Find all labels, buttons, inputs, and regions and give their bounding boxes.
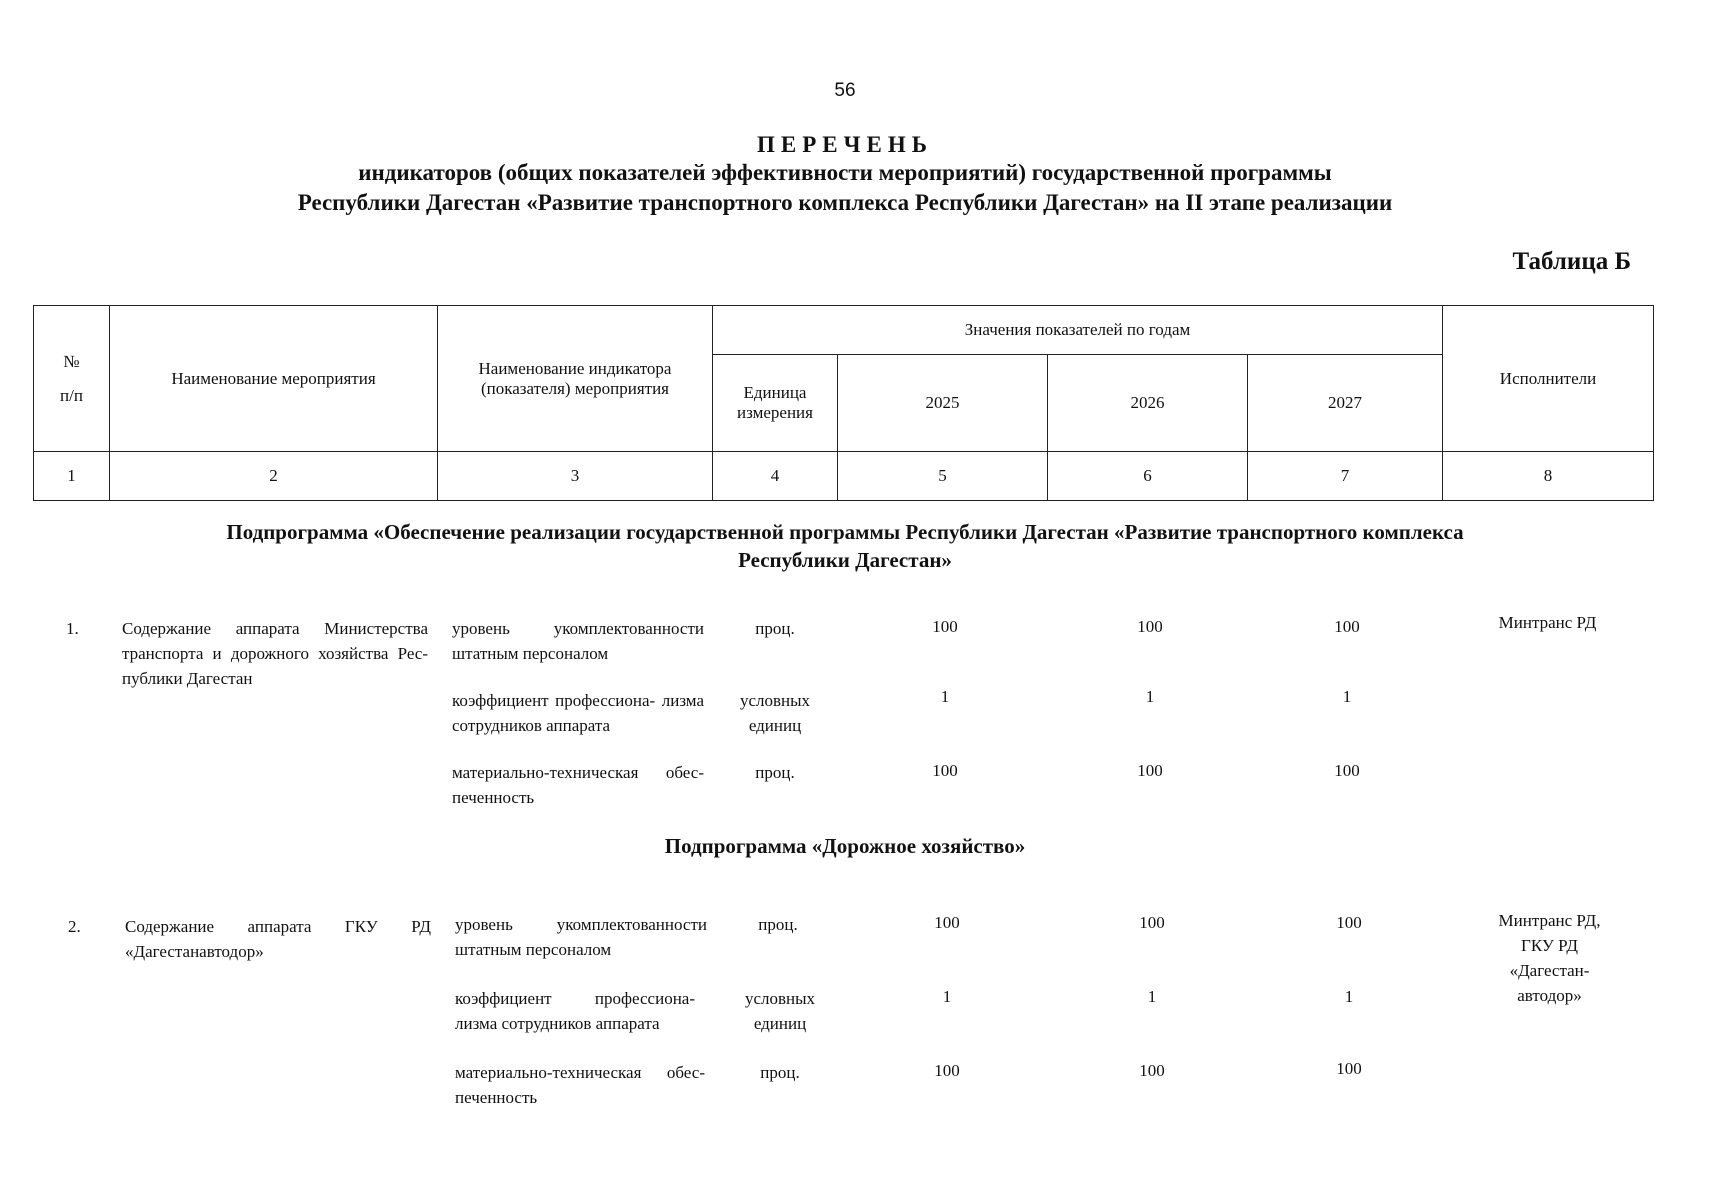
- col-number: 3: [438, 452, 713, 501]
- subprogram-title-1-line2: Республики Дагестан»: [738, 548, 952, 572]
- subprogram-title-1: [0, 518, 1690, 574]
- indicator-name: материально-техническая обес- печенность: [455, 1063, 705, 1107]
- unit: проц.: [760, 1063, 800, 1082]
- unit: проц.: [755, 763, 795, 782]
- value-2026: 100: [1139, 1061, 1165, 1080]
- value-2026: 100: [1137, 617, 1163, 636]
- indicator-name: коэффициент профессиона- лизма сотрудников аппарата: [452, 691, 704, 735]
- subprogram-title-1-line1: Подпрограмма «Обеспечение реализации государственной программы Республики Дагестан «Развитие транспортного комплекса: [226, 520, 1464, 544]
- value-2025: 100: [932, 761, 958, 780]
- value-2027: 1: [1344, 987, 1354, 1006]
- unit: проц.: [758, 915, 798, 934]
- col-number: 6: [1048, 452, 1248, 501]
- header-year-2025: 2025: [838, 355, 1048, 452]
- page-number: 56: [834, 80, 856, 101]
- value-2025: 1: [940, 687, 950, 706]
- executor: Минтранс РД, ГКУ РД «Дагестан- автодор»: [1498, 911, 1601, 1005]
- value-2027: 100: [1334, 761, 1360, 780]
- indicator-name: уровень укомплектованности штатным персоналом: [455, 915, 707, 959]
- value-2025: 1: [942, 987, 952, 1006]
- header-values-group: Значения показателей по годам: [713, 306, 1443, 355]
- value-2025: 100: [934, 913, 960, 932]
- value-2027: 1: [1342, 687, 1352, 706]
- value-2026: 1: [1147, 987, 1157, 1006]
- value-2025: 100: [934, 1061, 960, 1080]
- col-number: 4: [713, 452, 838, 501]
- value-2026: 1: [1145, 687, 1155, 706]
- unit: условных единиц: [739, 691, 811, 735]
- event-name: Содержание аппарата Министерства транспорта и дорожного хозяйства Рес- публики Дагестан: [122, 619, 428, 688]
- unit: проц.: [755, 619, 795, 638]
- value-2026: 100: [1139, 913, 1165, 932]
- col-number: 5: [838, 452, 1048, 501]
- col-number: 7: [1248, 452, 1443, 501]
- indicator-name: коэффициент профессиона- лизма сотрудников аппарата: [455, 989, 695, 1033]
- row-number: 1.: [66, 619, 79, 638]
- unit: условных единиц: [744, 989, 816, 1033]
- header-year-2027: 2027: [1248, 355, 1443, 452]
- subprogram-title-2: Подпрограмма «Дорожное хозяйство»: [664, 834, 1026, 858]
- value-2027: 100: [1336, 1059, 1362, 1078]
- header-unit: Единица измерения: [713, 355, 838, 452]
- indicator-name: материально-техническая обес- печенность: [452, 763, 704, 807]
- executor: Минтранс РД: [1498, 613, 1597, 632]
- header-executors: Исполнители: [1443, 306, 1654, 452]
- value-2025: 100: [932, 617, 958, 636]
- header-no: № п/п: [34, 306, 110, 452]
- table-label: Таблица Б: [1512, 248, 1631, 275]
- header-year-2026: 2026: [1048, 355, 1248, 452]
- col-number: 2: [110, 452, 438, 501]
- col-number: 1: [34, 452, 110, 501]
- document-subtitle-line1: индикаторов (общих показателей эффективности мероприятий) государственной программы: [358, 160, 1332, 185]
- header-table: [33, 305, 1654, 501]
- col-number: 8: [1443, 452, 1654, 501]
- row-number: 2.: [68, 917, 81, 936]
- indicator-name: уровень укомплектованности штатным персоналом: [452, 619, 704, 663]
- value-2027: 100: [1336, 913, 1362, 932]
- header-indicator-name: Наименование индикатора (показателя) мероприятия: [438, 306, 713, 452]
- value-2026: 100: [1137, 761, 1163, 780]
- document-title: ПЕРЕЧЕНЬ: [757, 132, 933, 157]
- header-event-name: Наименование мероприятия: [110, 306, 438, 452]
- value-2027: 100: [1334, 617, 1360, 636]
- document-subtitle-line2: Республики Дагестан «Развитие транспортного комплекса Республики Дагестан» на II этапе реализации: [297, 190, 1393, 215]
- event-name: Содержание аппарата ГКУ РД «Дагестанавтодор»: [125, 917, 431, 961]
